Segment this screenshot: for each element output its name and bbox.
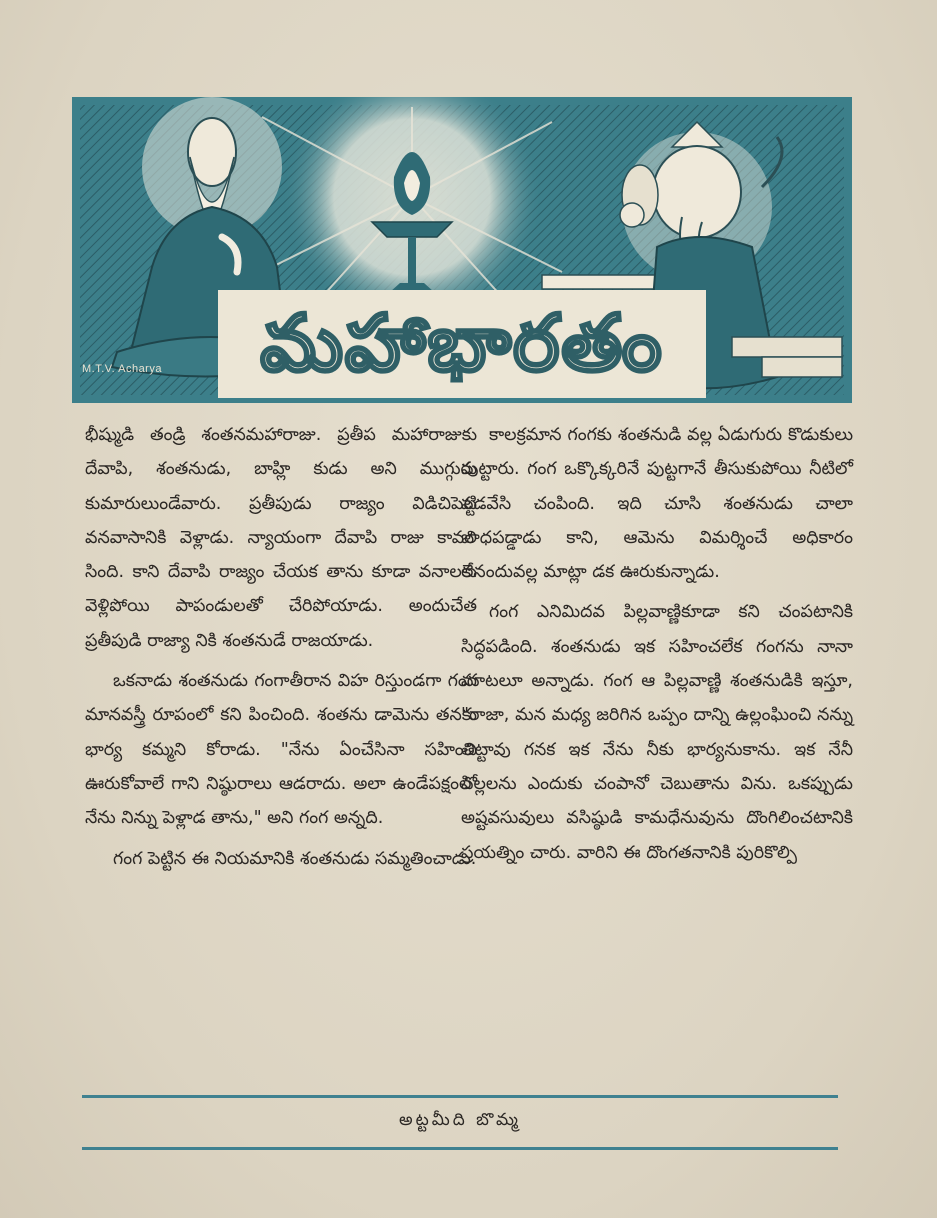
paragraph: కాలక్రమాన గంగకు శంతనుడి వల్ల ఏడుగురు కొడుకులు పుట్టారు. గంగ ఒక్కొక్కరినే పుట్టగానే తీసుకుపోయి నీటిలో పడవేసి చంపింది. ఇది చూసి శంతనుడు చాలా బాధపడ్డాడు కాని, ఆమెను విమర్శించే అధికారం లేనందువల్ల మాట్లా డక ఊరుకున్నాడు. [461,425,853,583]
paragraph: గంగ ఎనిమిదవ పిల్లవాణ్ణికూడా కని చంపటానికి సిద్ధపడింది. శంతనుడు ఇక సహించలేక గంగను నానా మాటలూ అన్నాడు. గంగ ఆ పిల్లవాణ్ణి శంతనుడికి ఇస్తూ, "రాజా, మన మధ్య జరిగిన ఒప్పం దాన్ని ఉల్లంఘించి నన్ను తిట్టావు గనక ఇక నేను నీకు భార్యనుకాను. ఇక నేనీ పిల్లలను ఎందుకు చంపానో చెబుతాను విను. ఒకప్పుడు అష్టవసువులు వసిష్ఠుడి కామధేనువును దొంగిలించటానికి ప్రయత్నిం చారు. వారిని ఈ దొంగతనానికి పురికొల్పి [461,602,853,863]
footer-rule-bottom [82,1147,838,1150]
paragraph: గంగ పెట్టిన ఈ నియమానికి శంతనుడు సమ్మతించాడు. [113,848,477,869]
title-box [218,290,706,398]
artist-signature: M.T.V. Acharya [82,363,162,375]
footer-rule-top [82,1095,838,1098]
paragraph: భీష్ముడి తండ్రి శంతనమహారాజు. ప్రతీప మహారాజుకు దేవాపి, శంతనుడు, బాహ్లి కుడు అని ముగ్గురు కుమారులుండేవారు. ప్రతీపుడు రాజ్యం విడిచిపెట్టి వనవాసానికి వెళ్లాడు. న్యాయంగా దేవాపి రాజు కావలి సింది. కాని దేవాపి రాజ్యం చేయక తాను కూడా వనాలకు వెళ్లిపోయి పాపండులతో చేరిపోయాడు. అందుచేత ప్రతీపుడి రాజ్యా నికి శంతనుడే రాజయాడు. [85,425,477,651]
page-title: మహాభారతం [260,299,664,389]
footer-caption: అట్టమీది బొమ్మ [399,1110,521,1130]
left-column [85,418,477,876]
right-column [461,418,853,870]
paragraph: ఒకనాడు శంతనుడు గంగాతీరాన విహ రిస్తుండగా గంగ మానవస్త్రీ రూపంలో కని పించింది. శంతను డామెను తనకు భార్య కమ్మని కోరాడు. "నేను ఏంచేసినా సహించి ఊరుకోవాలే గాని నిష్ఠురాలు ఆడరాదు. అలా ఉండేపక్షంలో నేను నిన్ను పెళ్లాడ తాను," అని గంగ అన్నది. [85,671,477,829]
